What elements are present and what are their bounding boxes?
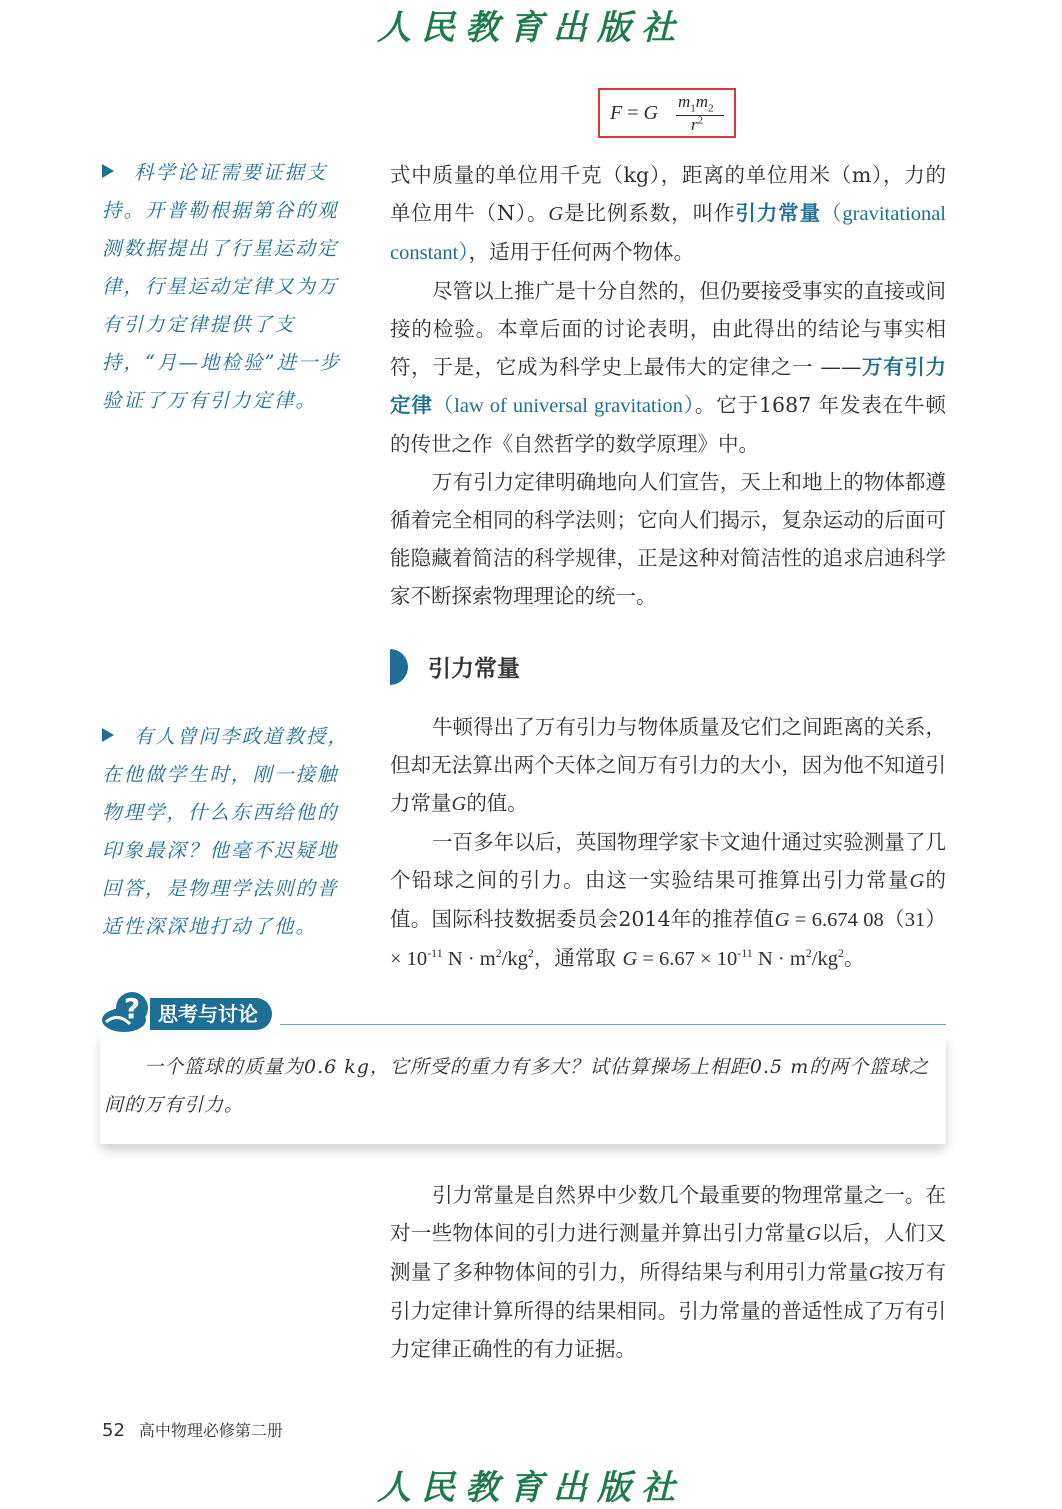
discussion-title: 思考与讨论 xyxy=(150,998,272,1030)
formula-constant: G xyxy=(643,102,658,124)
term-gravitational-constant: 引力常量 xyxy=(735,201,821,225)
formula-equals: = xyxy=(627,102,639,124)
section-title: 引力常量 xyxy=(428,656,520,682)
book-title: 高中物理必修第二册 xyxy=(138,1421,283,1440)
paragraph-law: 尽管以上推广是十分自然的，但仍要接受事实的直接或间接的检验。本章后面的讨论表明，由此得出的结论与事实相符，于是，它成为科学史上最伟大的定律之一 ——万有引力定律（law of universal gravitation）。它于1687 年发表在牛顿的传世之作《自然哲学的数学原理》中。 xyxy=(390,279,947,456)
formula-denominator: $r^2$ xyxy=(691,114,704,134)
publisher-watermark-top: 人民教育出版社 xyxy=(377,8,685,48)
publisher-watermark-bottom: 人民教育出版社 xyxy=(377,1468,685,1508)
paragraph-cavendish: 一百多年以后，英国物理学家卡文迪什通过实验测量了几个铅球之间的引力。由这一实验结果可推算出引力常量G的值。国际科技数据委员会2014年的推荐值G = 6.674 $08(31)\times 10^{-11}$ $N \cdot m^2/kg^2$，通常取 $G = 6.67 \times 10^{-11}$ $N \cdot m^2/kg^2$。 xyxy=(390,830,947,970)
svg-text:?: ? xyxy=(123,992,141,1025)
discussion-box xyxy=(100,1036,946,1144)
section-marker-icon xyxy=(390,649,408,685)
formula-lhs: F xyxy=(610,102,623,124)
page-number: 52 xyxy=(102,1420,125,1441)
discussion-divider xyxy=(280,1024,946,1025)
paragraph-universality: 引力常量是自然界中少数几个最重要的物理常量之一。在对一些物体间的引力进行测量并算出引力常量G以后，人们又测量了多种物体间的引力，所得结果与利用引力常量G按万有引力定律计算所得的结果相同。引力常量的普适性成了万有引力定律正确性的有力证据。 xyxy=(390,1183,947,1361)
margin-note-lee: 有人曾问李政道教授，在他做学生时，刚一接触物理学，什么东西给他的印象最深？他毫不迟疑地回答，是物理学法则的普适性深深地打动了他。 xyxy=(102,725,350,938)
triangle-bullet-icon xyxy=(102,728,114,742)
triangle-bullet-icon xyxy=(102,164,114,178)
formula-numerator: $m_1m_2$ xyxy=(678,92,714,115)
paragraph-units: 式中质量的单位用千克（kg），距离的单位用米（m），力的单位用牛（N）。G是比例系数，叫作引力常量（gravitational constant），适用于任何两个物体。 xyxy=(390,163,947,264)
page-footer xyxy=(102,1418,283,1441)
main-text-block-2 xyxy=(390,708,946,978)
discussion-header xyxy=(100,990,946,1036)
main-text-block-3 xyxy=(390,1176,946,1368)
main-text-block-1 xyxy=(390,156,946,615)
question-mark-icon xyxy=(100,990,156,1036)
margin-note-evidence: 科学论证需要证据支持。开普勒根据第谷的观测数据提出了行星运动定律，行星运动定律又为万有引力定律提供了支持，“月—地检验”进一步验证了万有引力定律。 xyxy=(102,161,341,412)
paragraph-simplicity: 万有引力定律明确地向人们宣告，天上和地上的物体都遵循着完全相同的科学法则；它向人们揭示，复杂运动的后面可能隐藏着简洁的科学规律，正是这种对简洁性的追求启迪科学家不断探索物理理论的统一。 xyxy=(390,470,946,608)
paragraph-newton: 牛顿得出了万有引力与物体质量及它们之间距离的关系，但却无法算出两个天体之间万有引力的大小，因为他不知道引力常量G的值。 xyxy=(390,715,946,815)
gravitation-formula xyxy=(598,88,736,138)
term-universal-gravitation: 万有引力定律 xyxy=(390,355,947,417)
discussion-question: 一个篮球的质量为0.6 kg，它所受的重力有多大？试估算操场上相距0.5 m的两个篮球之间的万有引力。 xyxy=(104,1056,930,1116)
